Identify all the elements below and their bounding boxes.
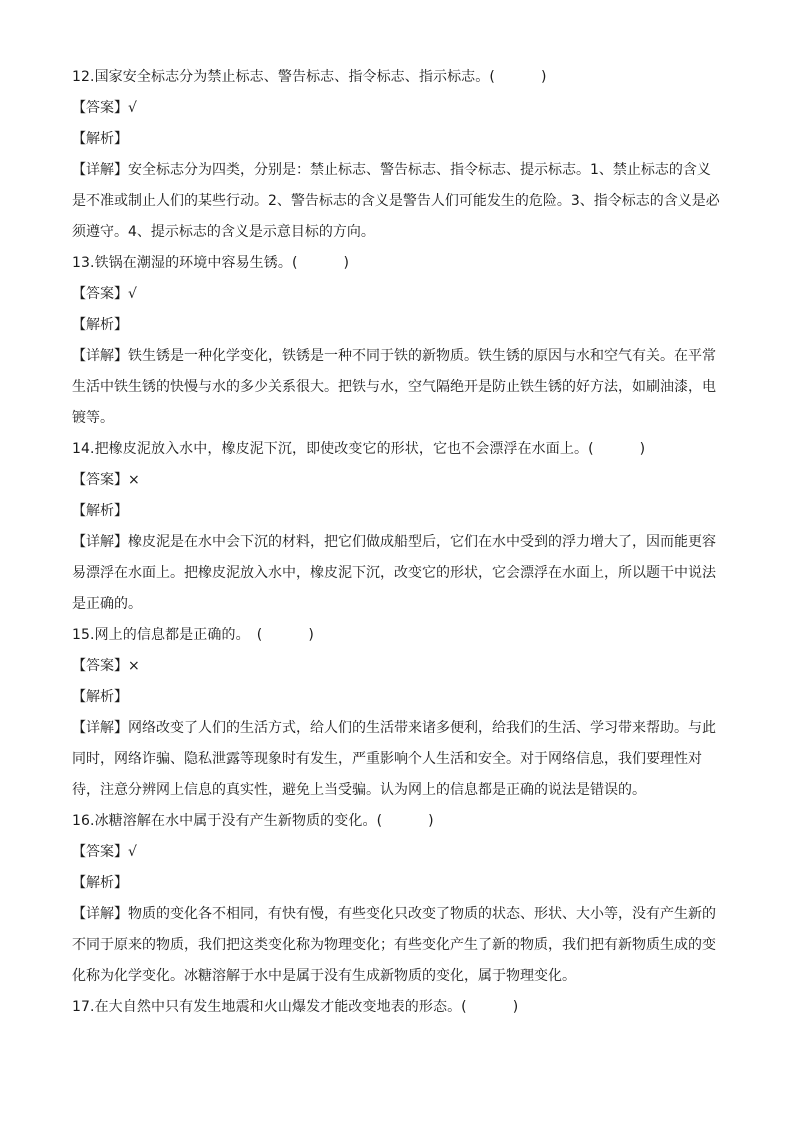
answer-13 (72, 279, 724, 310)
answer-value: × (128, 658, 140, 674)
analysis-label: 【解析】 (72, 875, 128, 891)
detail-text: 铁生锈是一种化学变化，铁锈是一种不同于铁的新物质。铁生锈的原因与水和空气有关。在平常 (128, 348, 716, 364)
detail-13-line-1 (72, 341, 724, 372)
answer-label: 【答案】 (72, 100, 128, 116)
detail-13-line-2 (72, 372, 724, 403)
analysis-12 (72, 124, 724, 155)
analysis-label: 【解析】 (72, 503, 128, 519)
question-close: ) (428, 813, 434, 829)
question-12 (72, 62, 724, 93)
detail-label: 【详解】 (72, 720, 128, 736)
detail-15-line-1 (72, 713, 724, 744)
detail-14-line-2 (72, 558, 724, 589)
question-close: ) (540, 69, 547, 85)
question-14 (72, 434, 724, 465)
question-number: 12. (72, 69, 95, 85)
detail-text: 是不准或制止人们的某些行动。2、警告标志的含义是警告人们可能发生的危险。3、指令标志的含义是必 (72, 193, 720, 209)
detail-text: 化称为化学变化。冰糖溶解于水中是属于没有生成新物质的变化，属于物理变化。 (72, 968, 576, 984)
detail-text: 物质的变化各不相同，有快有慢，有些变化只改变了物质的状态、形状、大小等，没有产生新的 (128, 906, 716, 922)
analysis-13 (72, 310, 724, 341)
detail-label: 【详解】 (72, 162, 128, 178)
detail-text: 是正确的。 (72, 596, 142, 612)
detail-text: 不同于原来的物质，我们把这类变化称为物理变化；有些变化产生了新的物质，我们把有新物质生成的变 (72, 937, 716, 953)
question-15 (72, 620, 724, 651)
answer-16 (72, 837, 724, 868)
answer-label: 【答案】 (72, 472, 128, 488)
answer-value: × (128, 472, 140, 488)
question-17 (72, 992, 724, 1023)
answer-14 (72, 465, 724, 496)
question-text: 在大自然中只有发生地震和火山爆发才能改变地表的形态。( (94, 999, 467, 1015)
question-number: 17. (72, 999, 95, 1015)
detail-16-line-3 (72, 961, 724, 992)
question-number: 15. (72, 627, 95, 643)
answer-value: √ (128, 286, 137, 302)
detail-label: 【详解】 (72, 906, 128, 922)
question-close: ) (512, 999, 519, 1015)
detail-14-line-1 (72, 527, 724, 558)
detail-15-line-3 (72, 775, 724, 806)
analysis-16 (72, 868, 724, 899)
detail-12-line-3 (72, 217, 724, 248)
question-text: 铁锅在潮湿的环境中容易生锈。( (94, 255, 298, 271)
answer-value: √ (128, 844, 137, 860)
detail-16-line-1 (72, 899, 724, 930)
answer-label: 【答案】 (72, 844, 128, 860)
detail-12-line-2 (72, 186, 724, 217)
detail-13-line-3 (72, 403, 724, 434)
detail-text: 须遵守。4、提示标志的含义是示意目标的方向。 (72, 224, 375, 240)
question-16 (72, 806, 724, 837)
answer-15 (72, 651, 724, 682)
detail-text: 同时，网络诈骗、隐私泄露等现象时有发生，严重影响个人生活和安全。对于网络信息，我们要理性对 (72, 751, 702, 767)
detail-text: 安全标志分为四类，分别是：禁止标志、警告标志、指令标志、提示标志。1、禁止标志的含义 (128, 162, 711, 178)
detail-text: 网络改变了人们的生活方式，给人们的生活带来诸多便利，给我们的生活、学习带来帮助。与此 (128, 720, 716, 736)
answer-label: 【答案】 (72, 286, 128, 302)
detail-text: 镀等。 (72, 410, 114, 426)
answer-label: 【答案】 (72, 658, 128, 674)
detail-16-line-2 (72, 930, 724, 961)
detail-label: 【详解】 (72, 534, 128, 550)
analysis-label: 【解析】 (72, 131, 128, 147)
question-text: 冰糖溶解在水中属于没有产生新物质的变化。( (94, 813, 383, 829)
question-text: 网上的信息都是正确的。 ( (94, 627, 263, 643)
detail-14-line-3 (72, 589, 724, 620)
answer-12 (72, 93, 724, 124)
question-close: ) (343, 255, 350, 271)
detail-label: 【详解】 (72, 348, 128, 364)
question-text: 国家安全标志分为禁止标志、警告标志、指令标志、指示标志。( (94, 69, 495, 85)
answer-value: √ (128, 100, 137, 116)
analysis-label: 【解析】 (72, 317, 128, 333)
analysis-label: 【解析】 (72, 689, 128, 705)
detail-text: 生活中铁生锈的快慢与水的多少关系很大。把铁与水，空气隔绝开是防止铁生锈的好方法，如刷油漆，电 (72, 379, 716, 395)
question-13 (72, 248, 724, 279)
analysis-15 (72, 682, 724, 713)
question-number: 16. (72, 813, 95, 829)
detail-text: 待，注意分辨网上信息的真实性，避免上当受骗。认为网上的信息都是正确的说法是错误的。 (72, 782, 646, 798)
question-text: 把橡皮泥放入水中，橡皮泥下沉，即使改变它的形状，它也不会漂浮在水面上。( (94, 441, 594, 457)
analysis-14 (72, 496, 724, 527)
question-number: 14. (72, 441, 95, 457)
detail-12-line-1 (72, 155, 724, 186)
detail-text: 橡皮泥是在水中会下沉的材料，把它们做成船型后，它们在水中受到的浮力增大了，因而能更容 (128, 534, 716, 550)
question-close: ) (639, 441, 646, 457)
question-close: ) (308, 627, 314, 643)
question-number: 13. (72, 255, 95, 271)
document-page (72, 62, 724, 1023)
detail-15-line-2 (72, 744, 724, 775)
detail-text: 易漂浮在水面上。把橡皮泥放入水中，橡皮泥下沉，改变它的形状，它会漂浮在水面上，所以题干中说法 (72, 565, 716, 581)
